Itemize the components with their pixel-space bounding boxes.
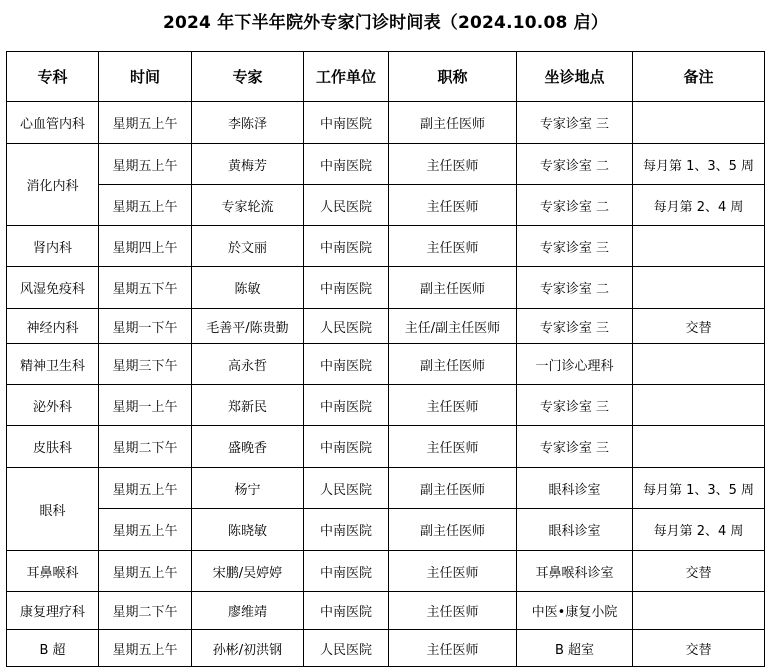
cell-rank: 副主任医师 (389, 102, 517, 144)
header-rank: 职称 (389, 52, 517, 102)
cell-note (633, 344, 765, 385)
cell-department: 耳鼻喉科 (7, 551, 99, 592)
cell-note: 交替 (633, 551, 765, 592)
cell-time: 星期二下午 (99, 426, 192, 468)
cell-rank: 主任医师 (389, 426, 517, 468)
cell-rank: 主任医师 (389, 185, 517, 226)
cell-note: 每月第 2、4 周 (633, 509, 765, 551)
cell-rank: 主任医师 (389, 630, 517, 667)
cell-expert: 陈晓敏 (192, 509, 304, 551)
table-row (7, 468, 765, 509)
cell-location: 专家诊室 三 (517, 102, 633, 144)
cell-note: 交替 (633, 309, 765, 344)
cell-time: 星期一上午 (99, 385, 192, 426)
table-row (7, 309, 765, 344)
cell-rank: 副主任医师 (389, 509, 517, 551)
cell-department: 精神卫生科 (7, 344, 99, 385)
cell-rank: 主任医师 (389, 226, 517, 267)
table-row (7, 185, 765, 226)
cell-unit: 人民医院 (304, 185, 389, 226)
cell-rank: 副主任医师 (389, 267, 517, 309)
table-row (7, 509, 765, 551)
cell-note (633, 592, 765, 630)
table-row (7, 592, 765, 630)
cell-department: 眼科 (7, 468, 99, 551)
cell-note: 交替 (633, 630, 765, 667)
cell-location: B 超室 (517, 630, 633, 667)
cell-note: 每月第 1、3、5 周 (633, 468, 765, 509)
cell-unit: 人民医院 (304, 309, 389, 344)
cell-expert: 毛善平/陈贵勤 (192, 309, 304, 344)
cell-location: 专家诊室 三 (517, 426, 633, 468)
cell-unit: 中南医院 (304, 144, 389, 185)
cell-time: 星期五上午 (99, 185, 192, 226)
cell-location: 专家诊室 三 (517, 385, 633, 426)
cell-location: 中医•康复小院 (517, 592, 633, 630)
cell-department: 肾内科 (7, 226, 99, 267)
cell-department: 神经内科 (7, 309, 99, 344)
cell-time: 星期五上午 (99, 551, 192, 592)
cell-location: 专家诊室 二 (517, 267, 633, 309)
cell-unit: 中南医院 (304, 226, 389, 267)
cell-location: 眼科诊室 (517, 468, 633, 509)
cell-time: 星期二下午 (99, 592, 192, 630)
cell-location: 一门诊心理科 (517, 344, 633, 385)
cell-department: 风湿免疫科 (7, 267, 99, 309)
cell-rank: 主任医师 (389, 592, 517, 630)
cell-department: B 超 (7, 630, 99, 667)
cell-expert: 郑新民 (192, 385, 304, 426)
header-row (7, 52, 765, 102)
cell-unit: 中南医院 (304, 551, 389, 592)
cell-unit: 中南医院 (304, 592, 389, 630)
cell-expert: 黄梅芳 (192, 144, 304, 185)
cell-location: 专家诊室 二 (517, 185, 633, 226)
header-note: 备注 (633, 52, 765, 102)
cell-unit: 中南医院 (304, 344, 389, 385)
cell-time: 星期五下午 (99, 267, 192, 309)
cell-time: 星期五上午 (99, 630, 192, 667)
cell-note: 每月第 2、4 周 (633, 185, 765, 226)
cell-department: 消化内科 (7, 144, 99, 226)
cell-expert: 宋鹏/吴婷婷 (192, 551, 304, 592)
cell-unit: 中南医院 (304, 509, 389, 551)
cell-department: 康复理疗科 (7, 592, 99, 630)
cell-time: 星期五上午 (99, 102, 192, 144)
cell-department: 皮肤科 (7, 426, 99, 468)
cell-location: 眼科诊室 (517, 509, 633, 551)
cell-rank: 主任医师 (389, 551, 517, 592)
cell-rank: 主任/副主任医师 (389, 309, 517, 344)
cell-note (633, 267, 765, 309)
cell-note (633, 385, 765, 426)
cell-note (633, 226, 765, 267)
cell-expert: 高永哲 (192, 344, 304, 385)
table-row (7, 144, 765, 185)
header-time: 时间 (99, 52, 192, 102)
table-row (7, 385, 765, 426)
cell-note: 每月第 1、3、5 周 (633, 144, 765, 185)
cell-time: 星期五上午 (99, 509, 192, 551)
cell-expert: 陈敏 (192, 267, 304, 309)
cell-location: 专家诊室 三 (517, 309, 633, 344)
cell-rank: 主任医师 (389, 144, 517, 185)
table-row (7, 344, 765, 385)
cell-unit: 人民医院 (304, 630, 389, 667)
cell-unit: 中南医院 (304, 102, 389, 144)
table-row (7, 226, 765, 267)
cell-time: 星期五上午 (99, 144, 192, 185)
cell-time: 星期一下午 (99, 309, 192, 344)
cell-unit: 人民医院 (304, 468, 389, 509)
header-department: 专科 (7, 52, 99, 102)
header-unit: 工作单位 (304, 52, 389, 102)
cell-time: 星期五上午 (99, 468, 192, 509)
cell-expert: 杨宁 (192, 468, 304, 509)
cell-note (633, 102, 765, 144)
page-title: 2024 年下半年院外专家门诊时间表（2024.10.08 启） (162, 13, 609, 33)
clinic-schedule-table (6, 51, 765, 667)
header-expert: 专家 (192, 52, 304, 102)
cell-expert: 孙彬/初洪钢 (192, 630, 304, 667)
cell-rank: 副主任医师 (389, 344, 517, 385)
table-row (7, 267, 765, 309)
cell-unit: 中南医院 (304, 385, 389, 426)
cell-expert: 廖维靖 (192, 592, 304, 630)
cell-location: 耳鼻喉科诊室 (517, 551, 633, 592)
cell-expert: 盛晚香 (192, 426, 304, 468)
cell-location: 专家诊室 二 (517, 144, 633, 185)
cell-rank: 副主任医师 (389, 468, 517, 509)
cell-expert: 李陈泽 (192, 102, 304, 144)
cell-unit: 中南医院 (304, 267, 389, 309)
table-row (7, 426, 765, 468)
header-location: 坐诊地点 (517, 52, 633, 102)
cell-department: 心血管内科 (7, 102, 99, 144)
cell-time: 星期四上午 (99, 226, 192, 267)
cell-expert: 於文丽 (192, 226, 304, 267)
table-row (7, 102, 765, 144)
cell-unit: 中南医院 (304, 426, 389, 468)
cell-department: 泌外科 (7, 385, 99, 426)
cell-time: 星期三下午 (99, 344, 192, 385)
cell-note (633, 426, 765, 468)
table-row (7, 551, 765, 592)
cell-rank: 主任医师 (389, 385, 517, 426)
cell-location: 专家诊室 三 (517, 226, 633, 267)
cell-expert: 专家轮流 (192, 185, 304, 226)
